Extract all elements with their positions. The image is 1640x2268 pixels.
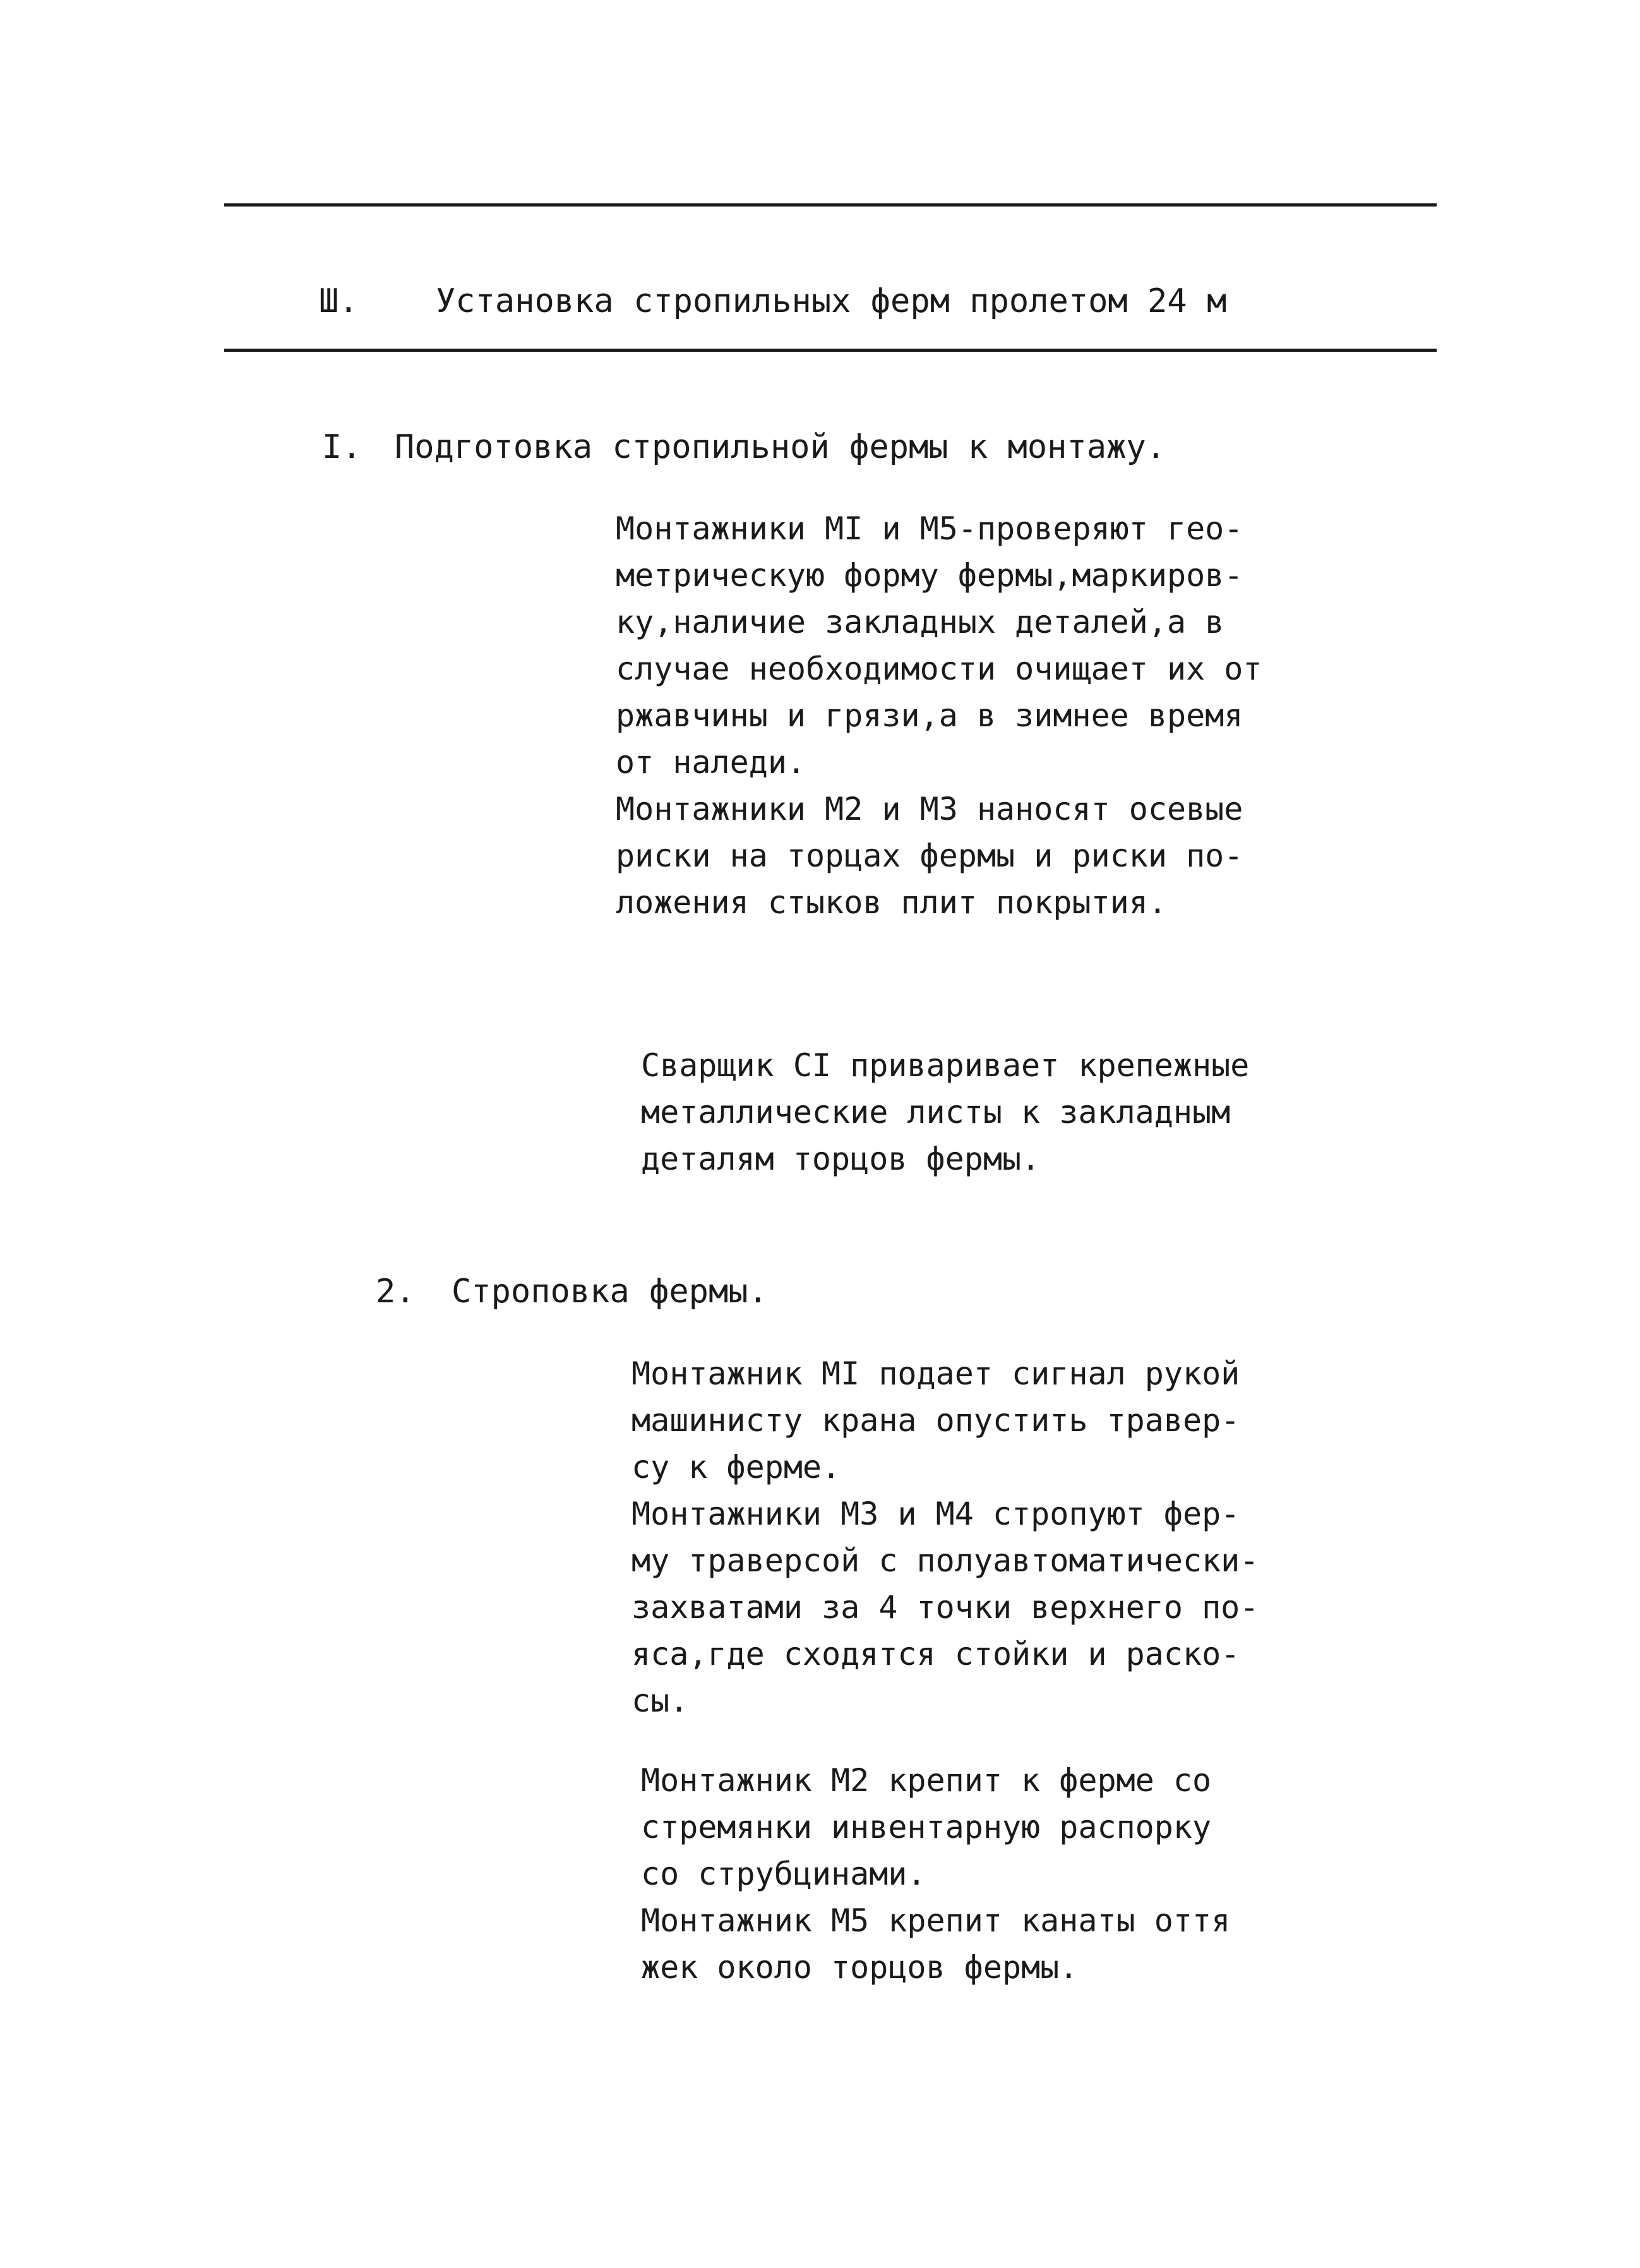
text-line: машинисту крана опустить травер- [631,1402,1240,1439]
text-line: стремянки инвентарную распорку [641,1809,1212,1845]
step-1-title: Подготовка стропильной фермы к монтажу. [395,428,1166,466]
step-2-title: Строповка фермы. [452,1273,768,1311]
text-line: металлические листы к закладным [641,1094,1231,1131]
text-line: Монтажник МI подает сигнал рукой [631,1355,1240,1392]
text-line: Сварщик СI приваривает крепежные [641,1047,1250,1084]
text-line: му траверсой с полуавтоматически- [631,1542,1259,1579]
text-line: метрическую форму фермы,маркиров- [616,557,1243,594]
step-2-paragraph-2 [641,1757,1230,1991]
text-line: деталям торцов фермы. [641,1141,1041,1177]
step-1-number: I. [322,428,362,466]
section-title: Установка стропильных ферм пролетом 24 м [436,282,1227,320]
section-number: Ш. [319,282,359,320]
text-line: захватами за 4 точки верхнего по- [631,1589,1259,1626]
text-line: яса,где сходятся стойки и раско- [631,1636,1240,1672]
top-rule [224,203,1437,207]
step-1-paragraph-2 [641,1042,1249,1182]
text-line: ложения стыков плит покрытия. [616,884,1167,921]
text-line: ку,наличие закладных деталей,а в [616,604,1224,640]
text-line: сы. [631,1683,689,1719]
step-2-number: 2. [376,1273,416,1311]
text-line: от наледи. [616,744,806,781]
text-line: ржавчины и грязи,а в зимнее время [616,697,1243,734]
text-line: жек около торцов фермы. [641,1949,1079,1986]
text-line: су к ферме. [631,1449,841,1485]
bottom-rule [224,349,1437,352]
step-1-paragraph-1 [616,505,1262,926]
text-line: Монтажник М2 крепит к ферме со [641,1762,1212,1799]
text-line: со струбцинами. [641,1856,926,1892]
text-line: случае необходимости очищает их от [616,651,1262,687]
text-line: Монтажники М3 и М4 стропуют фер- [631,1496,1240,1532]
step-2-paragraph-1 [631,1350,1259,1724]
text-line: риски на торцах фермы и риски по- [616,837,1243,874]
text-line: Монтажник М5 крепит канаты оття [641,1902,1231,1939]
text-line: Монтажники М2 и М3 наносят осевые [616,791,1243,827]
text-line: Монтажники МI и М5-проверяют гео- [616,510,1243,547]
